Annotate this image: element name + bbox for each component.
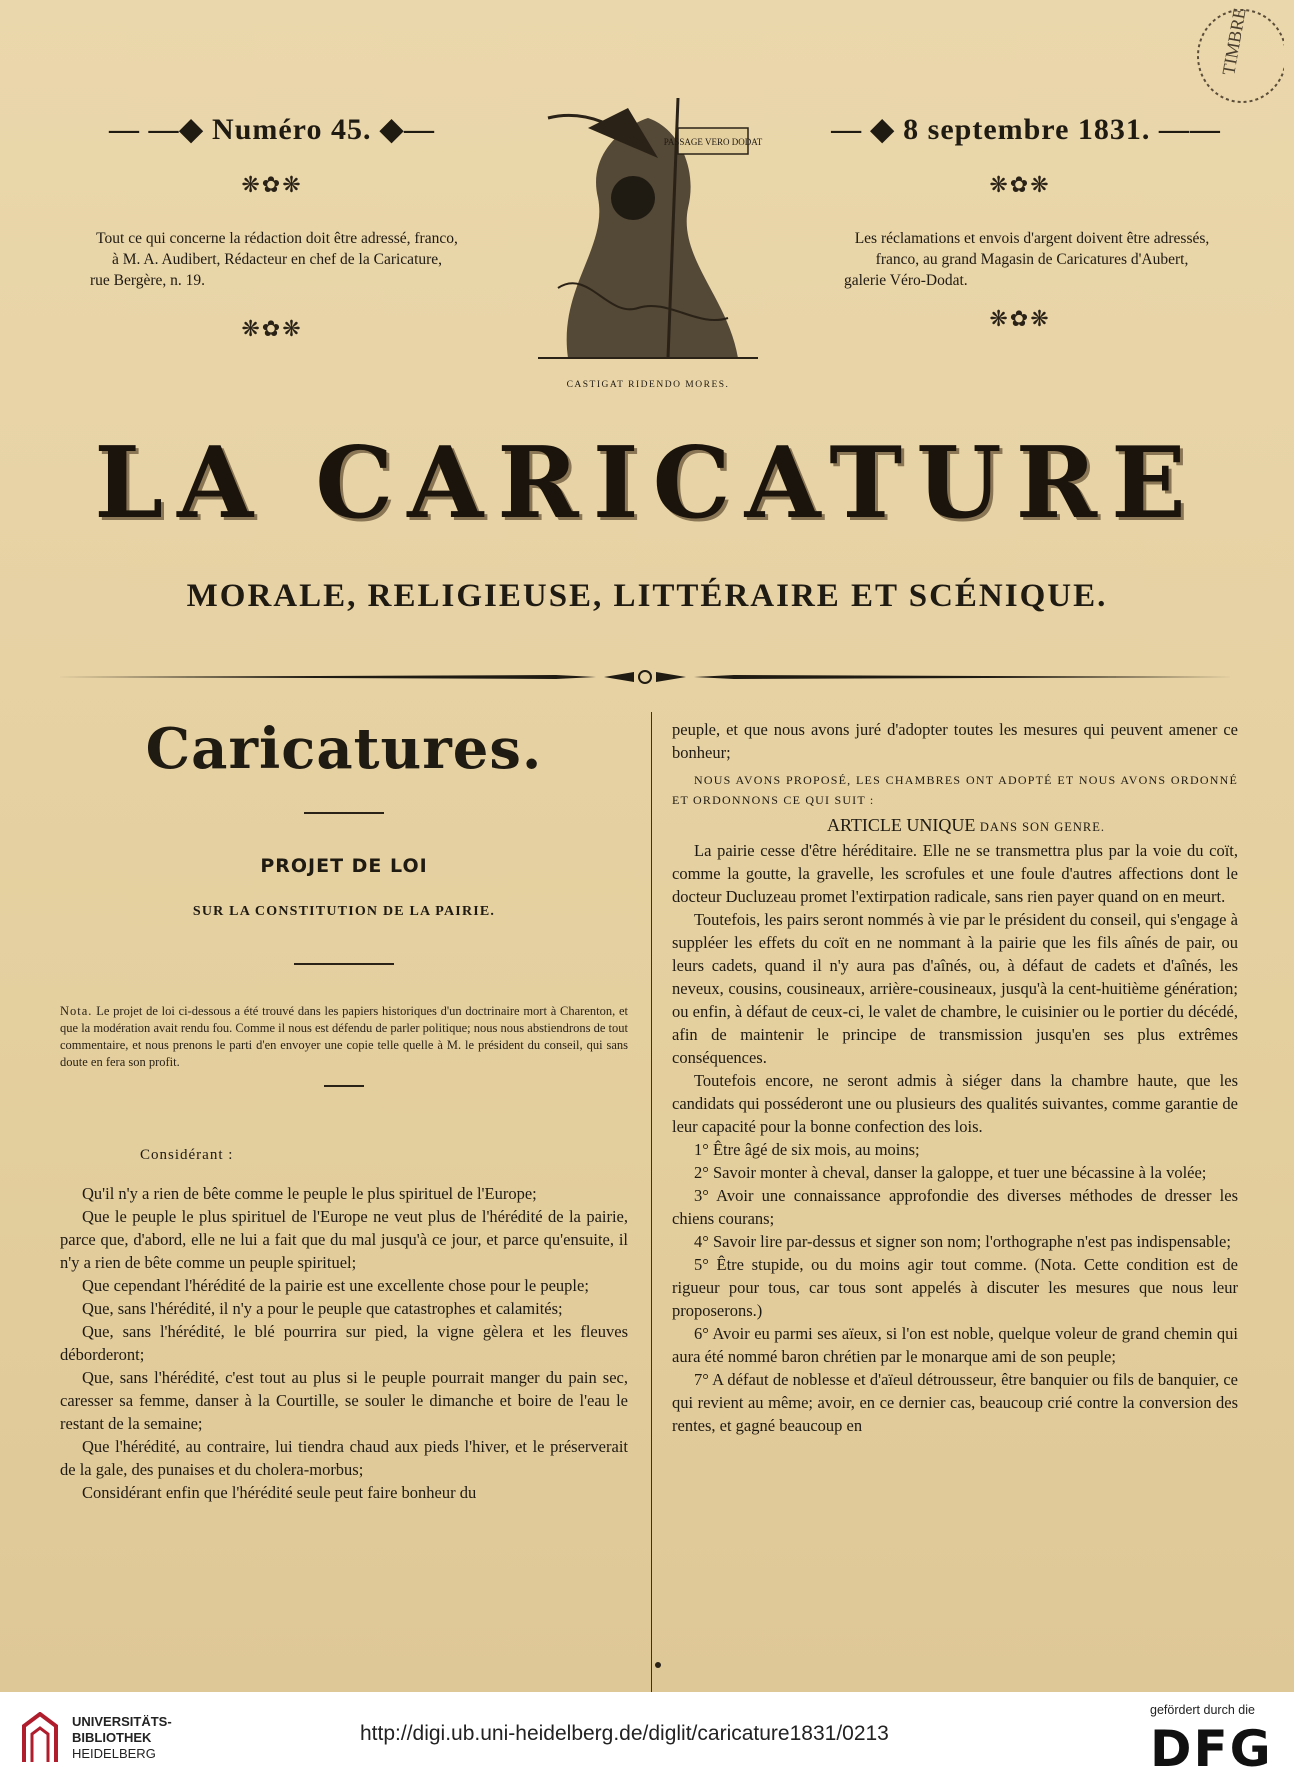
section-title: Caricatures.: [145, 716, 543, 782]
library-name-line: HEIDELBERG: [72, 1746, 156, 1761]
paragraph: peuple, et que nous avons juré d'adopter toutes les mesures qui peuvent amener ce bonheur;: [672, 720, 1238, 762]
masthead-subtitle: MORALE, RELIGIEUSE, LITTÉRAIRE ET SCÉNIQUE.: [186, 578, 1108, 614]
paragraph: La pairie cesse d'être héréditaire. Elle ne se transmettra plus par la voie du coït, comme la goutte, la gravelle, les scrofules et une foule d'autres affections dont le docteur Ducluzeau promet l'extirpation radicale, sans rien payer quand on en meurt.: [672, 841, 1238, 906]
ornament-right-top: ❋✿❋: [989, 172, 1051, 197]
stamp-text: TIMBRE: [1218, 6, 1250, 77]
library-name-line: BIBLIOTHEK: [72, 1730, 152, 1745]
paragraph: 2° Savoir monter à cheval, danser la galoppe, et tuer une bécassine à la volée;: [694, 1163, 1207, 1182]
paragraph: Qu'il n'y a rien de bête comme le peuple le plus spirituel de l'Europe;: [82, 1184, 537, 1203]
nota-divider: [324, 1085, 364, 1087]
timbre-stamp: [1190, 6, 1284, 106]
paragraph: Que le peuple le plus spirituel de l'Europe ne veut plus de l'hérédité de la pairie, parce que, d'abord, elle ne lui a fait que du mal jusqu'à ce jour, et parce qu'ensuite, il n'y a rien de bête comme un peuple spirituel;: [60, 1207, 628, 1272]
considerant-label: Considérant :: [140, 1147, 234, 1163]
right-column-text: [672, 718, 1238, 1437]
ornamental-rule: [56, 670, 1234, 684]
paragraph: Que, sans l'hérédité, il n'y a pour le peuple que catastrophes et calamités;: [82, 1299, 563, 1318]
paragraph: Que cependant l'hérédité de la pairie est une excellente chose pour le peuple;: [82, 1276, 589, 1295]
address-right-line: franco, au grand Magasin de Caricatures d'Aubert,: [875, 251, 1189, 268]
paragraph: Toutefois, les pairs seront nommés à vie par le président du conseil, qui s'engage à suppléer les effets du coït en ne nommant à la pairie que les fils aînés de pair, ou leurs cadets, quand il n'y aura pas d'aînés, ou, à défaut de cadets et d'aînés, les neveux, cousins, cousineaux, arrière-cousineaux, jusqu'à la cent-huitième génération; ou enfin, à défaut de ceux-ci, le valet de chambre, le cuisinier ou le portier du décédé, afin de maintenir le principe de transmission jusqu'en ses plus extrêmes conséquences.: [672, 910, 1238, 1067]
library-name: [72, 1714, 172, 1762]
address-right-line: Les réclamations et envois d'argent doivent être adressés,: [854, 230, 1210, 247]
address-right-line: galerie Véro-Dodat.: [844, 272, 968, 289]
paragraph: Toutefois encore, ne seront admis à siéger dans la chambre haute, que les candidats qui posséderont une ou plusieurs des qualités suivantes, comme garantie de leur capacité pour la bonne confection des lois.: [672, 1071, 1238, 1136]
address-left-line: à M. A. Audibert, Rédacteur en chef de la Caricature,: [111, 251, 443, 268]
paragraph: 3° Avoir une connaissance approfondie des diverses méthodes de dresser les chiens courans;: [672, 1186, 1238, 1228]
law-subheading: SUR LA CONSTITUTION DE LA PAIRIE.: [192, 904, 496, 919]
issue-date: — ◆ 8 septembre 1831. ——: [831, 113, 1221, 146]
article-title-text: ARTICLE UNIQUE: [827, 815, 976, 835]
nota-label: Nota.: [60, 1004, 93, 1018]
masthead-title: LA CARICATURE: [94, 426, 1200, 541]
vignette-sign: PASSAGE VERO DODAT: [663, 137, 763, 147]
issue-number-text: Numéro 45.: [212, 113, 372, 146]
dfg-logo: DFG: [1150, 1720, 1273, 1778]
paragraph: 6° Avoir eu parmi ses aïeux, si l'on est noble, quelque voleur de grand chemin qui aura été nommé baron chrétien par le monarque ami de son peuple;: [672, 1324, 1238, 1366]
left-column-text: [60, 1182, 628, 1504]
ornament-left-top: ❋✿❋: [241, 172, 303, 197]
column-divider: [651, 712, 652, 1692]
paragraph: 1° Être âgé de six mois, au moins;: [694, 1140, 920, 1159]
address-left-line: rue Bergère, n. 19.: [90, 272, 206, 289]
address-left-line: Tout ce qui concerne la rédaction doit être adressé, franco,: [96, 230, 458, 247]
paragraph: Considérant enfin que l'hérédité seule peut faire bonheur du: [82, 1483, 477, 1502]
address-right: [822, 228, 1242, 291]
paragraph: Que, sans l'hérédité, c'est tout au plus si le peuple pourrait manger du pain sec, caresser sa femme, danser à la Courtille, se souler le dimanche et boire de l'eau le restant de la semaine;: [60, 1368, 628, 1433]
paragraph: 4° Savoir lire par-dessus et signer son nom; l'orthographe n'est pas indispensable;: [694, 1232, 1231, 1251]
issue-number: — —◆ Numéro 45. ◆—: [108, 113, 436, 146]
library-name-line: UNIVERSITÄTS-: [72, 1714, 172, 1729]
issue-date-text: 8 septembre 1831.: [903, 113, 1151, 146]
paragraph: Que l'hérédité, au contraire, lui tiendra chaud aux pieds l'hiver, et le préserverait de la gale, des punaises et du cholera-morbus;: [60, 1437, 628, 1479]
heading-divider: [294, 963, 394, 965]
decree-line: NOUS AVONS PROPOSÉ, LES CHAMBRES ONT ADOPTÉ ET NOUS AVONS ORDONNÉ ET ORDONNONS CE QUI SUIT :: [672, 773, 1238, 807]
university-library-logo-icon: [20, 1712, 60, 1764]
nota-text: Le projet de loi ci-dessous a été trouvé dans les papiers historiques d'un doctrinaire mort à Charenton, et que la modération avait rendu fou. Comme il nous est défendu de parler politique; nous nous abstiendrons de tout commentaire, et nous prenons le parti d'en envoyer une copie telle quelle à M. le président du conseil, qui sans doute en fera son profit.: [60, 1004, 629, 1069]
article-suffix: DANS SON GENRE.: [979, 820, 1105, 834]
nota-paragraph: [60, 1003, 628, 1071]
paragraph: 5° Être stupide, ou du moins agir tout comme. (Nota. Cette condition est de rigueur pour tous, car tous sont appelés à discuter les mesures que nous leur proposerons.): [672, 1255, 1238, 1320]
motto: CASTIGAT RIDENDO MORES.: [566, 380, 730, 390]
law-heading: PROJET DE LOI: [260, 855, 428, 877]
funded-by-label: gefördert durch die: [1150, 1703, 1255, 1717]
paragraph: Que, sans l'hérédité, le blé pourrira sur pied, la vigne gèlera et les fleuves déborderont;: [60, 1322, 628, 1364]
digital-url-link[interactable]: http://digi.ub.uni-heidelberg.de/diglit/caricature1831/0213: [360, 1722, 889, 1745]
ornament-right-bottom: ❋✿❋: [989, 306, 1051, 331]
vignette-illustration: [528, 88, 768, 366]
digitization-footer: [0, 1692, 1294, 1781]
article-title: [672, 814, 1238, 839]
address-left: [72, 228, 482, 291]
ornament-left-bottom: ❋✿❋: [241, 316, 303, 341]
title-divider: [304, 812, 384, 814]
paragraph: 7° A défaut de noblesse et d'aïeul détrousseur, être banquier ou fils de banquier, ce qui revient au même; avoir, en ce dernier cas, beaucoup crié contre la conversion des rentes, et gagné beaucoup en: [672, 1370, 1238, 1435]
page-dot: [655, 1662, 661, 1668]
